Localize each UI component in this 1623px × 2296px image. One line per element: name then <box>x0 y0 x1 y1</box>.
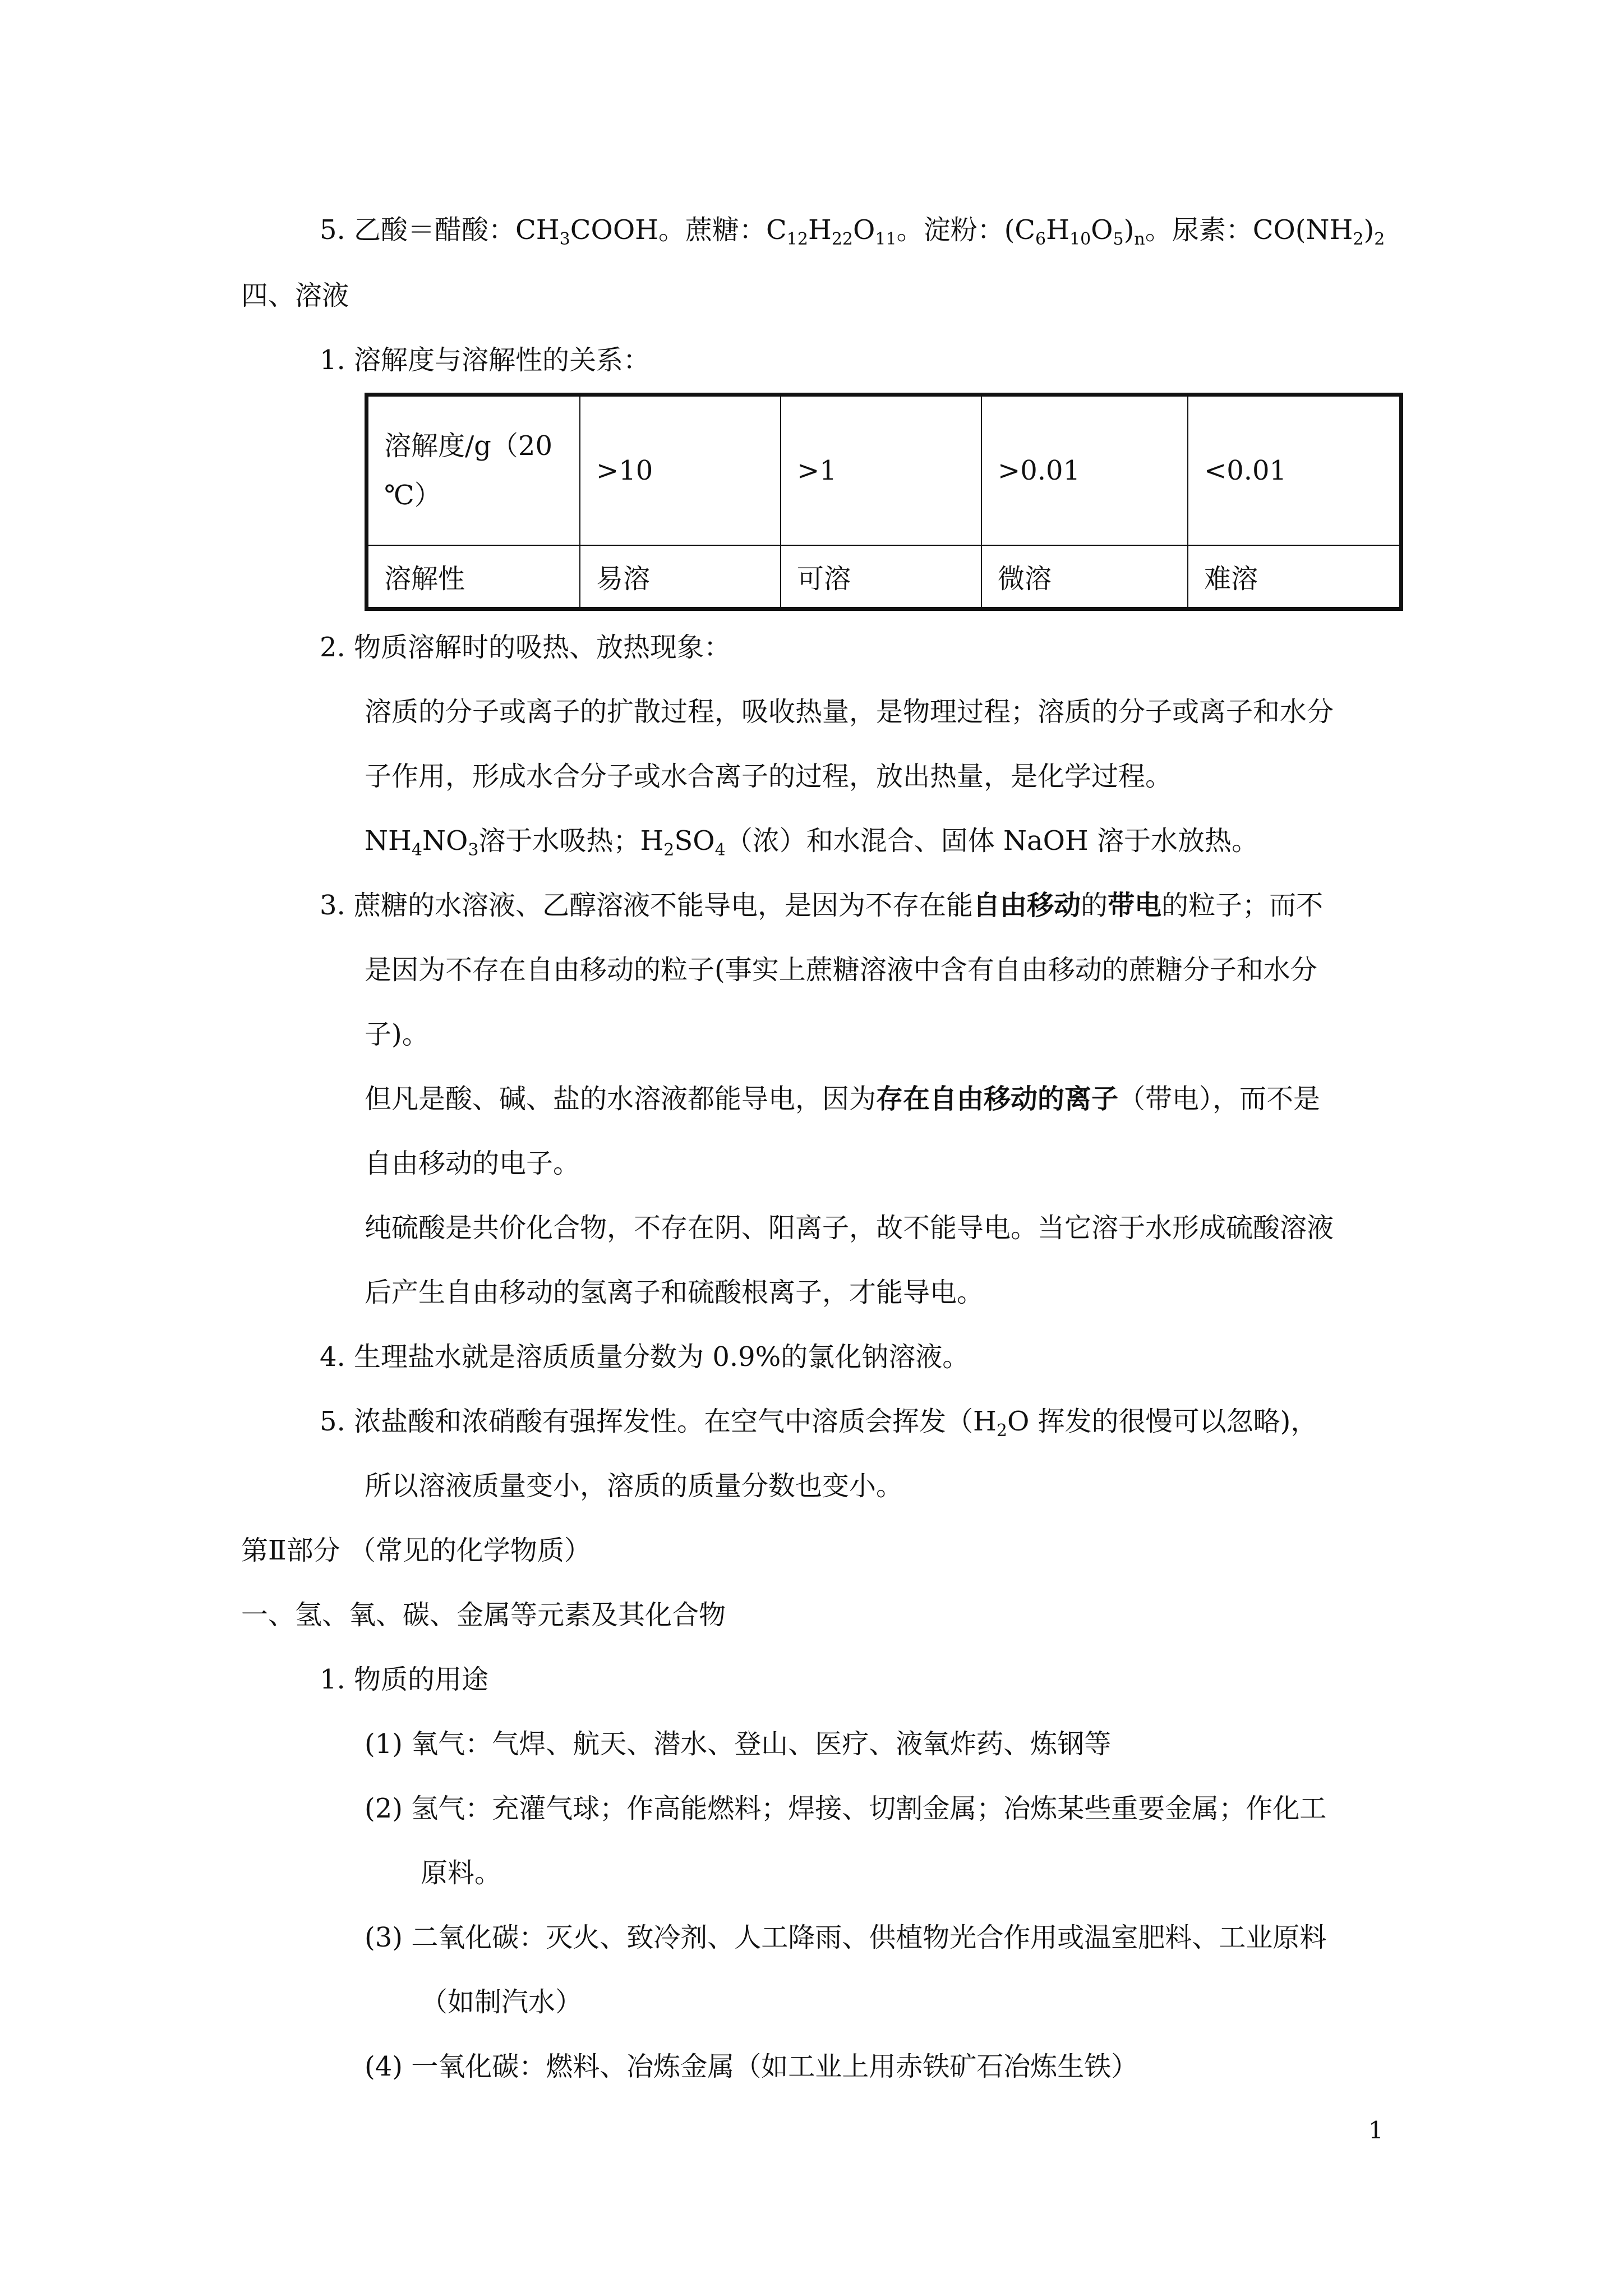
table-row <box>367 545 1401 609</box>
table-cell: 溶解度/g（20 ℃） <box>367 395 580 545</box>
paragraph-line: 纯硫酸是共价化合物，不存在阴、阳离子，故不能导电。当它溶于水形成硫酸溶液 <box>365 1212 1334 1244</box>
item-5: 5. 浓盐酸和浓硝酸有强挥发性。在空气中溶质会挥发（$H_2O$ 挥发的很慢可以忽略)， <box>320 1406 1318 1441</box>
sub-item-co2: (3) 二氧化碳：灭火、致冷剂、人工降雨、供植物光合作用或温室肥料、工业原料 <box>365 1922 1327 1953</box>
sub-item-co: (4) 一氧化碳：燃料、冶炼金属（如工业上用赤铁矿石冶炼生铁） <box>365 2051 1138 2082</box>
item-1: 1. 溶解度与溶解性的关系： <box>320 344 651 376</box>
paragraph-line: 溶质的分子或离子的扩散过程，吸收热量，是物理过程；溶质的分子或离子和水分 <box>365 696 1334 728</box>
item-3: 3. 蔗糖的水溶液、乙醇溶液不能导电，是因为不存在能自由移动的带电的粒子；而不 <box>320 890 1324 921</box>
item-4: 4. 生理盐水就是溶质质量分数为 0.9%的氯化钠溶液。 <box>320 1341 970 1373</box>
table-cell: 微溶 <box>981 545 1188 609</box>
paragraph-line: 但凡是酸、碱、盐的水溶液都能导电，因为存在自由移动的离子（带电），而不是 <box>365 1083 1321 1115</box>
part-heading: 第Ⅱ部分 （常见的化学物质） <box>241 1535 591 1566</box>
paragraph-line: 是因为不存在自由移动的粒子(事实上蔗糖溶液中含有自由移动的蔗糖分子和水分 <box>365 954 1317 986</box>
table-cell: >1 <box>781 395 981 545</box>
item-2: 2. 物质溶解时的吸热、放热现象： <box>320 632 731 663</box>
section-heading-solution: 四、溶液 <box>241 280 349 311</box>
paragraph-line: 子)。 <box>365 1019 429 1050</box>
sub-item-oxygen: (1) 氧气：气焊、航天、潜水、登山、医疗、液氧炸药、炼钢等 <box>365 1728 1112 1760</box>
formula-line: 5. 乙酸＝醋酸：$CH_3COOH$。蔗糖：$C_{12}H_{22}O_{11}$。淀粉：$(C_6H_{10}O_5)_n$。尿素：$CO(NH_2)_2$ <box>320 214 1385 249</box>
table-cell: <0.01 <box>1188 395 1401 545</box>
paragraph-line: （如制汽水） <box>421 1986 583 2018</box>
table-row <box>367 395 1401 545</box>
table-cell: >10 <box>580 395 781 545</box>
table-cell: >0.01 <box>981 395 1188 545</box>
paragraph-line: $NH_4NO_3$溶于水吸热；$H_2SO_4$（浓）和水混合、固体 NaOH 溶于水放热。 <box>365 825 1259 860</box>
table-cell: 可溶 <box>781 545 981 609</box>
item-1-uses: 1. 物质的用途 <box>320 1664 489 1695</box>
solubility-table <box>365 393 1403 611</box>
section-heading-elements: 一、氢、氧、碳、金属等元素及其化合物 <box>241 1599 726 1631</box>
paragraph-line: 自由移动的电子。 <box>365 1148 580 1179</box>
table-cell: 难溶 <box>1188 545 1401 609</box>
paragraph-line: 后产生自由移动的氢离子和硫酸根离子，才能导电。 <box>365 1277 984 1308</box>
page-number: 1 <box>1368 2116 1384 2144</box>
paragraph-line: 原料。 <box>421 1857 502 1889</box>
paragraph-line: 所以溶液质量变小，溶质的质量分数也变小。 <box>365 1470 903 1502</box>
paragraph-line: 子作用，形成水合分子或水合离子的过程，放出热量，是化学过程。 <box>365 761 1173 792</box>
table-cell: 溶解性 <box>367 545 580 609</box>
table-cell: 易溶 <box>580 545 781 609</box>
sub-item-hydrogen: (2) 氢气：充灌气球；作高能燃料；焊接、切割金属；冶炼某些重要金属；作化工 <box>365 1793 1327 1824</box>
